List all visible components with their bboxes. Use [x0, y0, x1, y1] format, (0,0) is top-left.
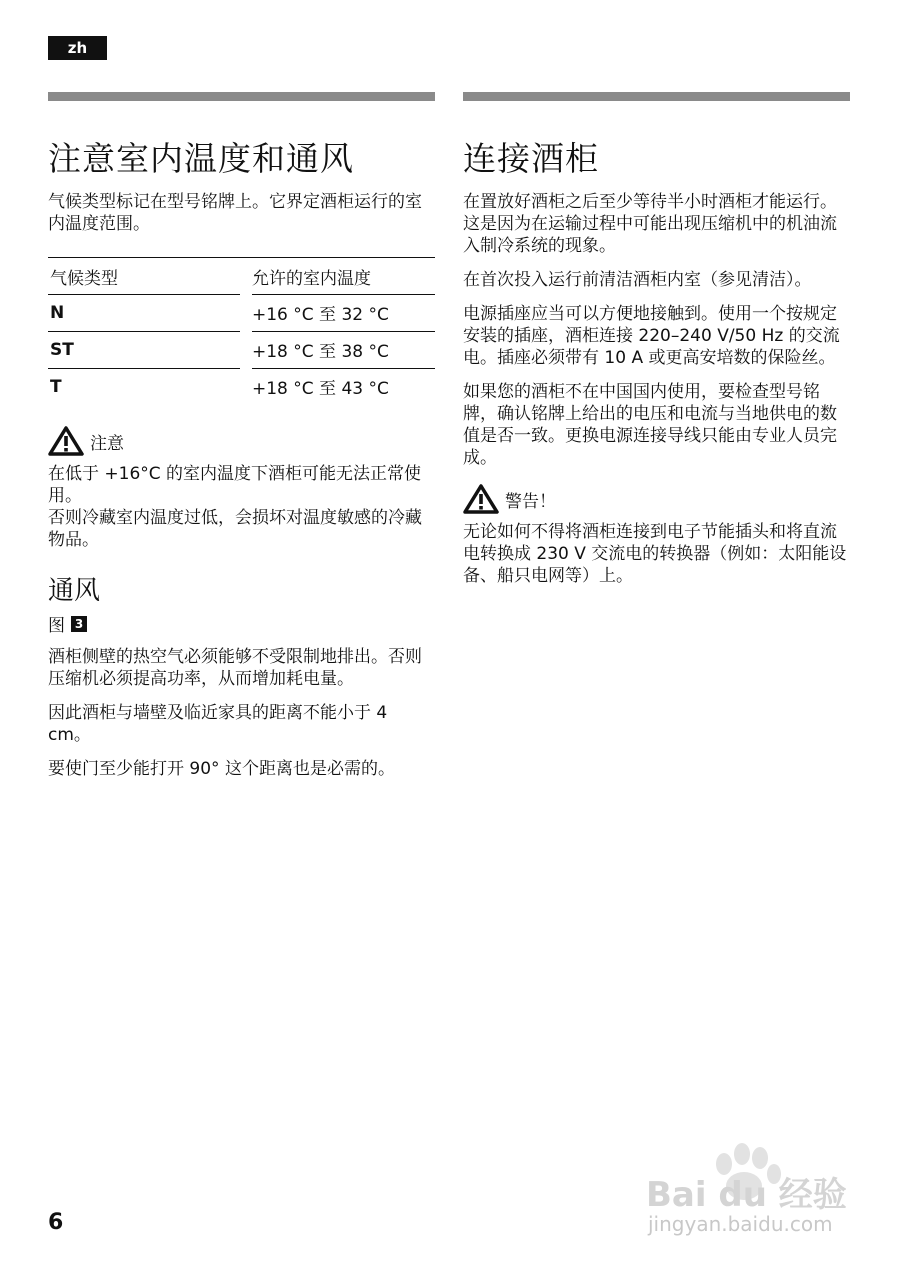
language-tag: zh: [48, 36, 107, 60]
climate-class: N: [48, 294, 240, 331]
caution-heading: [48, 423, 435, 459]
temperature-range: +16 °C 至 32 °C: [240, 294, 435, 331]
right-column: [463, 92, 850, 599]
ventilation-title: 通风: [48, 576, 101, 606]
section-bar: [463, 92, 850, 101]
section-bar: [48, 92, 435, 101]
climate-class: T: [48, 368, 240, 405]
caution-text-2: 否则冷藏室内温度过低，会损坏对温度敏感的冷藏物品。: [48, 508, 422, 550]
connect-paragraph-4: 如果您的酒柜不在中国国内使用，要检查型号铭牌，确认铭牌上给出的电压和电流与当地供电的数值是否一致。更换电源连接导线只能由专业人员完成。: [463, 382, 837, 468]
warning-label: 警告！: [505, 491, 556, 512]
section-title: 连接酒柜: [463, 139, 599, 178]
caution-text-1: 在低于 +16°C 的室内温度下酒柜可能无法正常使用。: [48, 464, 422, 506]
connect-paragraph-1: 在置放好酒柜之后至少等待半小时酒柜才能运行。这是因为在运输过程中可能出现压缩机中的机油流入制冷系统的现象。: [463, 192, 837, 256]
temperature-range: +18 °C 至 43 °C: [240, 368, 435, 405]
climate-class: ST: [48, 331, 240, 368]
warning-triangle-icon: [463, 484, 499, 514]
page-number: 6: [48, 1210, 64, 1235]
baidu-logo-text: Bai du 经验: [646, 1175, 847, 1215]
connect-paragraph-2: 在首次投入运行前清洁酒柜内室（参见清洁）。: [463, 270, 812, 290]
warning-text: 无论如何不得将酒柜连接到电子节能插头和将直流电转换成 230 V 交流电的转换器（例如：太阳能设备、船只电网等）上。: [463, 522, 847, 586]
left-column: [48, 92, 435, 792]
warning-triangle-icon: [48, 426, 84, 456]
ventilation-paragraph-1: 酒柜侧壁的热空气必须能够不受限制地排出。否则压缩机必须提高功率，从而增加耗电量。: [48, 647, 422, 689]
table-row: [48, 368, 435, 405]
section-title: 注意室内温度和通风: [48, 139, 354, 178]
intro-paragraph: 气候类型标记在型号铭牌上。它界定酒柜运行的室内温度范围。: [48, 192, 422, 234]
temperature-range: +18 °C 至 38 °C: [240, 331, 435, 368]
warning-heading: [463, 481, 850, 517]
figure-number-badge: 3: [71, 616, 87, 632]
header-climate-class: 气候类型: [50, 268, 118, 289]
table-row: [48, 331, 435, 368]
table-row: [48, 294, 435, 331]
caution-label: 注意: [90, 433, 124, 454]
ventilation-paragraph-3: 要使门至少能打开 90° 这个距离也是必需的。: [48, 759, 395, 779]
table-header: [48, 257, 435, 294]
watermark-url: jingyan.baidu.com: [648, 1212, 833, 1236]
ventilation-paragraph-2: 因此酒柜与墙壁及临近家具的距离不能小于 4 cm。: [48, 703, 388, 745]
connect-paragraph-3: 电源插座应当可以方便地接触到。使用一个按规定安装的插座，酒柜连接 220–240 V/50 Hz 的交流电。插座必须带有 10 A 或更高安培数的保险丝。: [463, 304, 840, 368]
climate-table: [48, 257, 435, 405]
figure-label: 图: [48, 616, 65, 636]
header-temperature-range: 允许的室内温度: [252, 268, 371, 289]
figure-reference: [48, 611, 435, 636]
